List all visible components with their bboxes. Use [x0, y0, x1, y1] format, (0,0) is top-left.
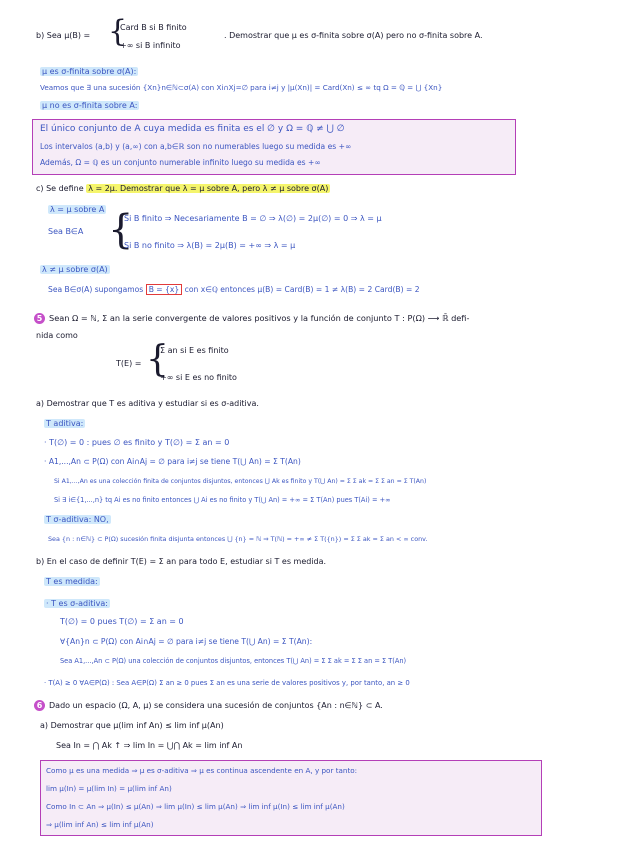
- part-6a-sea: Sea In = ⋂ Ak ↑ ⇒ lim In = ⋃⋂ Ak = lim inf An: [56, 741, 243, 750]
- c-ne-text: Sea B∈σ(A) supongamos B = {x} con x∈ℚ entonces μ(B) = Card(B) = 1 ≠ λ(B) = 2 Card(B) = 2: [48, 285, 420, 294]
- sigma-additive-text: Sea {n : n∈ℕ} ⊂ P(Ω) sucesión finita disjunta entonces ⋃ {n} = ℕ ⇒ T(ℕ) = +∞ ≠ Σ T({n}) = Σ Σ ak = Σ an < ∞ conv.: [48, 535, 428, 543]
- c-ne-heading: λ ≠ μ sobre σ(A): [42, 265, 108, 274]
- part-b-statement: b) Sea μ(B) =: [36, 31, 91, 40]
- box1-line-3: Además, Ω = ℚ es un conjunto numerable infinito luego su medida es +∞: [40, 158, 321, 167]
- box1-line-1: El único conjunto de A cuya medida es finita es el ∅ y Ω = ℚ ≠ ⋃ ∅: [40, 124, 345, 134]
- box2-line-2: lim μ(In) = μ(lim In) = μ(lim inf An): [46, 784, 172, 793]
- T-case-2: +∞ si E es no finito: [160, 373, 237, 382]
- sigma-heading: μ es σ-finita sobre σ(A):: [42, 67, 137, 76]
- additive-1: · T(∅) = 0 : pues ∅ es finito y T(∅) = Σ an = 0: [44, 438, 230, 447]
- c-eq-heading: λ = μ sobre A: [50, 205, 105, 214]
- additive-3: Si A1,...,An es una colección finita de conjuntos disjuntos, entonces ⋃ Ak es finito y T(⋃ An) = Σ Σ ak = Σ Σ an = Σ T(An): [54, 478, 427, 485]
- brace: {: [108, 207, 134, 253]
- measure-1: · T es σ-aditiva:: [46, 599, 108, 608]
- exercise-5-line-2: nida como: [36, 331, 78, 340]
- measure-2: T(∅) = 0 pues T(∅) = Σ an = 0: [60, 617, 184, 626]
- additive-4: Si ∃ i∈{1,...,n} tq Ai es no finito entonces ⋃ Ai es no finito y T(⋃ An) = +∞ = Σ T(An) pues T(Ai) = +∞: [54, 496, 391, 504]
- part-6a: a) Demostrar que μ(lim inf An) ≤ lim inf μ(An): [40, 721, 224, 730]
- sigma-text: Veamos que ∃ una sucesión {Xn}n∈ℕ⊂σ(A) con Xi∩Xj=∅ para i≠j y |μ(Xn)| = Card(Xn) ≤ ∞ tq Ω = ℚ = ⋃ {Xn}: [40, 83, 443, 92]
- T-definition: T(E) =: [116, 359, 142, 368]
- c-case-1: Si B finito ⇒ Necesariamente B = ∅ ⇒ λ(∅) = 2μ(∅) = 0 ⇒ λ = μ: [124, 214, 382, 223]
- additive-2: · A1,...,An ⊂ P(Ω) con Ai∩Aj = ∅ para i≠j se tiene T(⋃ An) = Σ T(An): [44, 457, 301, 466]
- box2-line-3: Como In ⊂ An ⇒ μ(In) ≤ μ(An) ⇒ lim μ(In) ≤ lim μ(An) ⇒ lim inf μ(In) ≤ lim inf μ(An): [46, 802, 345, 811]
- part-b-case-1: Card B si B finito: [120, 23, 187, 32]
- measure-4: Sea A1,...,An ⊂ P(Ω) una colección de conjuntos disjuntos, entonces T(⋃ An) = Σ Σ ak = Σ Σ an = Σ T(An): [60, 657, 407, 665]
- part-5b: b) En el caso de definir T(E) = Σ an para todo E, estudiar si T es medida.: [36, 557, 327, 566]
- highlighted-set: B = {x}: [146, 284, 183, 295]
- T-case-1: Σ an si E es finito: [160, 346, 229, 355]
- part-b-tail: . Demostrar que μ es σ-finita sobre σ(A) pero no σ-finita sobre A.: [224, 31, 483, 40]
- box2-line-1: Como μ es una medida ⇒ μ es σ-aditiva ⇒ μ es continua ascendente en A, y por tanto:: [46, 766, 358, 775]
- c-case-2: Si B no finito ⇒ λ(B) = 2μ(B) = +∞ ⇒ λ = μ: [124, 241, 296, 250]
- box2-line-4: ⇒ μ(lim inf An) ≤ lim inf μ(An): [46, 820, 154, 829]
- brace: {: [108, 14, 128, 49]
- not-sigma-heading: μ no es σ-finita sobre A:: [42, 101, 138, 110]
- exercise-number-badge: 6: [34, 700, 45, 711]
- part-b-case-2: +∞ si B infinito: [120, 41, 181, 50]
- exercise-5-line-1: 5 Sean Ω = ℕ, Σ an la serie convergente de valores positivos y la función de conjunto T : P(Ω) ⟶ ℝ̄ defi-: [34, 313, 469, 324]
- c-sea: Sea B∈A: [48, 227, 84, 236]
- box1-line-2: Los intervalos (a,b) y (a,∞) con a,b∈ℝ son no numerables luego su medida es +∞: [40, 142, 352, 151]
- brace: {: [146, 339, 169, 380]
- measure-heading: T es medida:: [46, 577, 98, 586]
- exercise-6-line-1: 6 Dado un espacio (Ω, A, μ) se considera una sucesión de conjuntos {An : n∈ℕ} ⊂ A.: [34, 700, 383, 711]
- exercise-number-badge: 5: [34, 313, 45, 324]
- measure-5: · T(A) ≥ 0 ∀A∈P(Ω) : Sea A∈P(Ω) Σ an ≥ 0 pues Σ an es una serie de valores positivos y, por tanto, an ≥ 0: [44, 679, 410, 687]
- additive-heading: T aditiva:: [46, 419, 84, 428]
- part-5a: a) Demostrar que T es aditiva y estudiar si es σ-aditiva.: [36, 399, 259, 408]
- part-c-statement: c) Se define λ = 2μ. Demostrar que λ = μ sobre A, pero λ ≠ μ sobre σ(A): [36, 184, 329, 193]
- measure-3: ∀{An}n ⊂ P(Ω) con Ai∩Aj = ∅ para i≠j se tiene T(⋃ An) = Σ T(An):: [60, 637, 313, 646]
- sigma-additive-heading: T σ-aditiva: NO,: [46, 515, 109, 524]
